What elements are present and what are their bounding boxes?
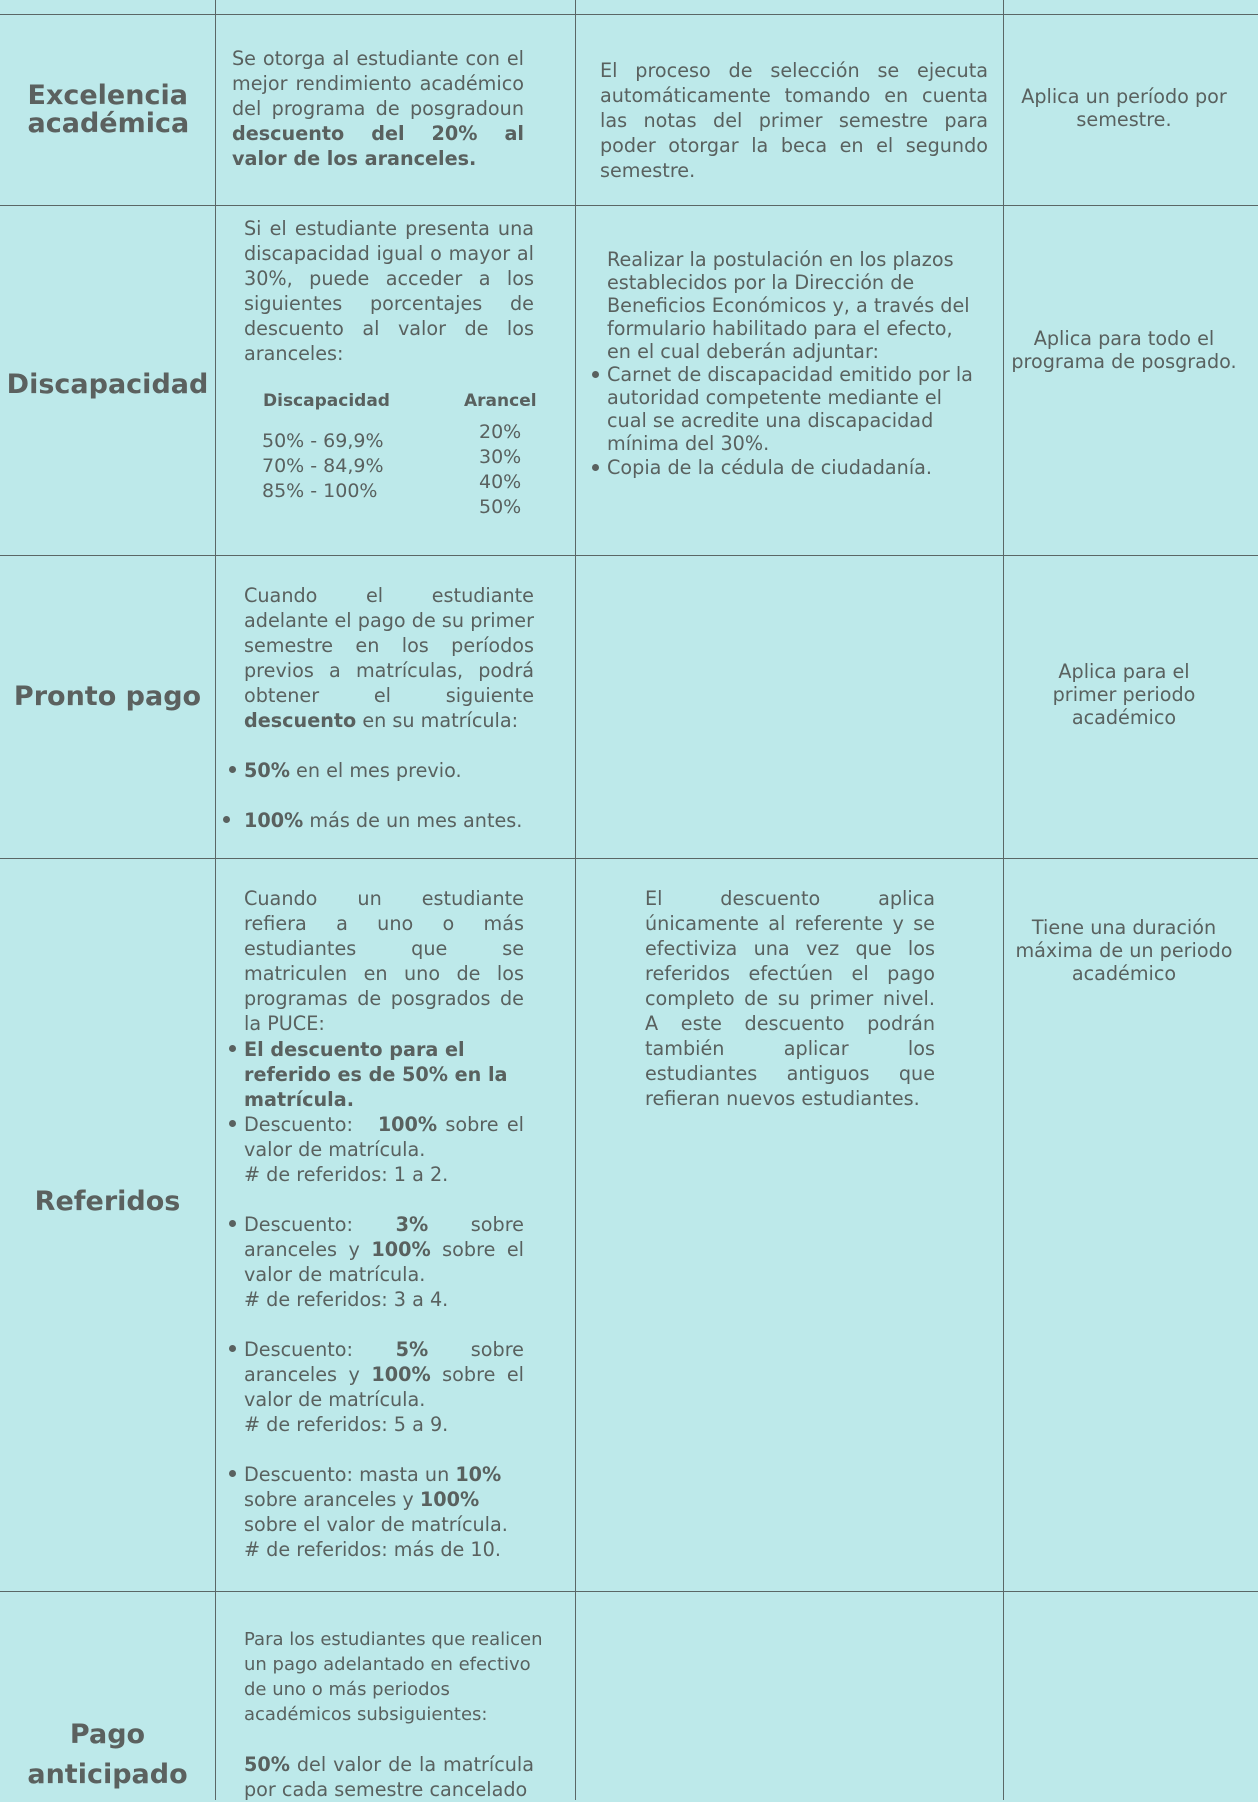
table-header-arancel: Arancel bbox=[464, 391, 537, 411]
table-arancel: 40% bbox=[479, 471, 522, 493]
table-arancel: 30% bbox=[479, 446, 522, 468]
discapacidad-validity: Aplica para todo el programa de posgrado. bbox=[1011, 327, 1237, 373]
referidos-process: El descuento aplica únicamente al referente y se efectiviza una vez que los referidos efectúen el pago completo de su primer nivel. A este descuento podrán también aplicar los estudiantes antiguos que refieran nuevos estudiantes. bbox=[645, 887, 935, 1110]
pronto-description: Cuando el estudiante adelante el pago de su primer semestre en los períodos previos a matrículas, podrá obtener el siguiente descuento en su matrícula: bbox=[244, 584, 534, 732]
bullet bbox=[229, 1345, 236, 1352]
discapacidad-description: Si el estudiante presenta una discapacidad igual o mayor al 30%, puede acceder a los siguientes porcentajes de descuento al valor de los aranceles: bbox=[244, 217, 534, 365]
bullet bbox=[592, 464, 599, 471]
row-title-excelencia: Excelencia académica bbox=[27, 79, 190, 139]
excelencia-description: Se otorga al estudiante con el mejor rendimiento académico del programa de posgradoun descuento del 20% al valor de los aranceles. bbox=[232, 47, 524, 170]
referidos-count: # de referidos: 5 a 9. bbox=[244, 1413, 449, 1436]
bullet bbox=[229, 1220, 236, 1227]
bullet bbox=[223, 816, 230, 823]
row-divider bbox=[0, 1591, 1258, 1592]
discapacidad-process: Realizar la postulación en los plazos establecidos por la Dirección de Beneficios Económicos y, a través del formulario habilitado para el efecto, en el cual deberán adjuntar: bbox=[607, 248, 970, 363]
referidos-count: # de referidos: 3 a 4. bbox=[244, 1288, 449, 1311]
pronto-item: 50% en el mes previo. bbox=[244, 759, 462, 782]
bullet bbox=[229, 766, 236, 773]
pronto-validity: Aplica para el primer periodo académico bbox=[1052, 660, 1196, 729]
row-divider bbox=[0, 858, 1258, 859]
table-arancel: 20% bbox=[479, 421, 522, 443]
pronto-item: 100% más de un mes antes. bbox=[244, 809, 523, 832]
discapacidad-process-item: Carnet de discapacidad emitido por la autoridad competente mediante el cual se acredite una discapacidad mínima del 30%. bbox=[607, 363, 973, 455]
excelencia-process: El proceso de selección se ejecuta automáticamente tomando en cuenta las notas del primer semestre para poder otorgar la beca en el segundo semestre. bbox=[600, 59, 988, 182]
row-divider bbox=[0, 555, 1258, 556]
excelencia-validity: Aplica un período por semestre. bbox=[1021, 85, 1227, 131]
bullet bbox=[229, 1470, 236, 1477]
bullet bbox=[229, 1120, 236, 1127]
column-divider bbox=[215, 0, 216, 1800]
table-range: 50% - 69,9% bbox=[262, 430, 384, 452]
bullet bbox=[229, 1045, 236, 1052]
column-divider bbox=[575, 0, 576, 1800]
row-title-pronto-pago: Pronto pago bbox=[13, 681, 202, 713]
table-range: 70% - 84,9% bbox=[262, 455, 384, 477]
anticipado-detail: 50% del valor de la matrícula por cada semestre cancelado bbox=[244, 1753, 534, 1801]
referidos-item: Descuento: 5% sobre aranceles y 100% sobre el valor de matrícula. bbox=[244, 1338, 524, 1411]
row-divider bbox=[0, 14, 1258, 15]
table-arancel: 50% bbox=[479, 496, 522, 518]
referidos-item: Descuento: masta un 10% sobre aranceles y 100% sobre el valor de matrícula. bbox=[244, 1463, 508, 1536]
referidos-item: Descuento: 3% sobre aranceles y 100% sobre el valor de matrícula. bbox=[244, 1213, 524, 1286]
referidos-count: # de referidos: 1 a 2. bbox=[244, 1163, 449, 1186]
table-header-discapacidad: Discapacidad bbox=[263, 391, 390, 411]
referidos-description: Cuando un estudiante refiera a uno o más estudiantes que se matriculen en uno de los programas de posgrados de la PUCE: bbox=[244, 887, 524, 1035]
row-title-pago-anticipado: Pago anticipado bbox=[27, 1719, 188, 1790]
referidos-item: El descuento para el referido es de 50% en la matrícula. bbox=[244, 1038, 508, 1111]
bullet bbox=[592, 371, 599, 378]
row-divider bbox=[0, 205, 1258, 206]
anticipado-description: Para los estudiantes que realicen un pago adelantado en efectivo de uno o más periodos académicos subsiguientes: bbox=[244, 1629, 543, 1725]
referidos-item: Descuento: 100% sobre el valor de matrícula. bbox=[244, 1113, 524, 1161]
discapacidad-process-item: Copia de la cédula de ciudadanía. bbox=[607, 456, 933, 479]
row-title-referidos: Referidos bbox=[34, 1186, 181, 1218]
referidos-validity: Tiene una duración máxima de un periodo académico bbox=[1015, 916, 1233, 985]
referidos-count: # de referidos: más de 10. bbox=[244, 1538, 501, 1561]
row-title-discapacidad: Discapacidad bbox=[6, 368, 209, 400]
table-range: 85% - 100% bbox=[262, 480, 378, 502]
column-divider bbox=[1003, 0, 1004, 1800]
